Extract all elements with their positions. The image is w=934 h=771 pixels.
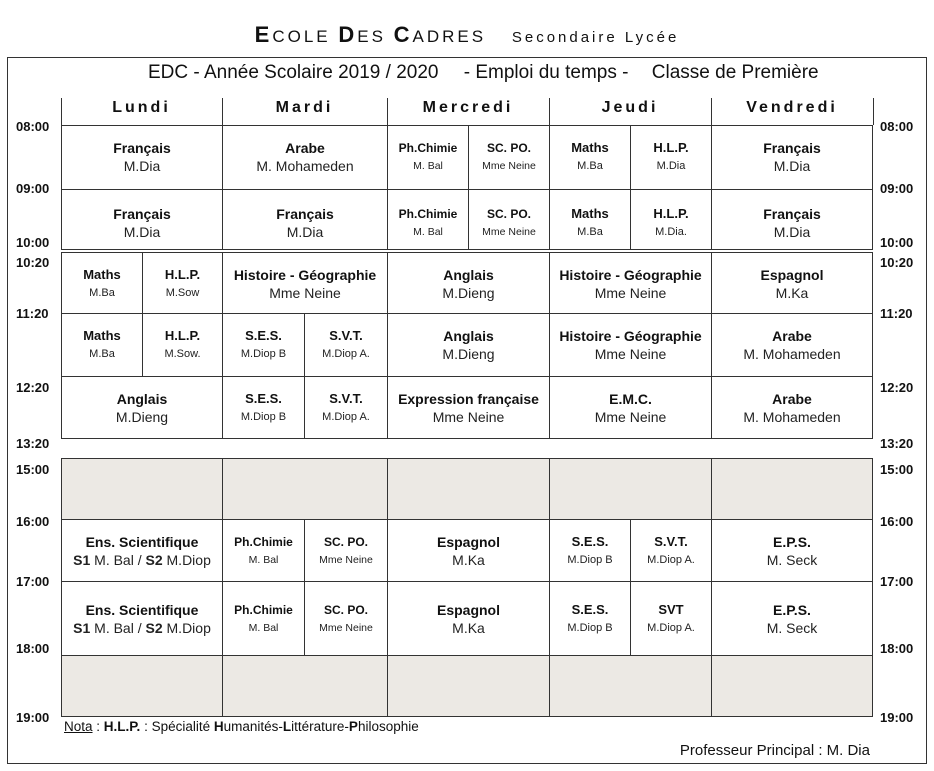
cell-subject: Arabe [772, 391, 812, 407]
time-label: 16:00 [880, 514, 914, 529]
time-label: 13:20 [16, 436, 50, 451]
schedule-cell [549, 313, 712, 377]
cell-teacher [62, 551, 222, 569]
cell-teacher: Mme Neine [319, 622, 373, 634]
time-label: 19:00 [16, 710, 50, 725]
cell-subject: SC. PO. [323, 535, 368, 549]
schedule-cell [61, 125, 223, 190]
cell-teacher: M.Ba [577, 226, 603, 238]
cell-teacher: M. Seck [766, 552, 818, 568]
schedule-cell [222, 581, 305, 656]
cell-teacher: M.Ba [577, 160, 603, 172]
schedule-cell [304, 376, 388, 439]
nota-part: ittérature- [291, 719, 349, 734]
cell-subject: Maths [83, 328, 121, 343]
cell-subject: Ens. Scientifique [85, 602, 199, 618]
cell-teacher: M. Seck [766, 620, 818, 636]
nota-letter: P [348, 719, 358, 734]
cell-teacher: M.Ba [89, 348, 115, 360]
cell-subject: Français [763, 140, 821, 156]
time-label: 17:00 [880, 574, 914, 589]
title-letter: E [254, 22, 273, 47]
cell-teacher: M.Dieng [442, 346, 495, 362]
cell-subject: S.E.S. [245, 391, 282, 406]
schedule-cell [142, 313, 223, 377]
nota-abbr: H.L.P. [103, 719, 141, 734]
cell-subject: H.L.P. [164, 267, 201, 282]
cell-subject: Histoire - Géographie [559, 328, 702, 344]
cell-teacher: M.Ka [452, 620, 485, 636]
cell-teacher: M. Bal [413, 226, 443, 238]
schedule-cell [549, 252, 712, 314]
cell-teacher: M. Mohameden [256, 158, 354, 174]
school-title [0, 22, 934, 48]
time-label: 08:00 [880, 119, 914, 134]
year-header [148, 62, 819, 84]
time-label: 16:00 [16, 514, 50, 529]
time-label: 10:00 [880, 235, 914, 250]
schedule-cell [549, 519, 631, 582]
schedule-cell [711, 581, 873, 656]
class-label: Classe de Première [651, 62, 819, 83]
time-label: 17:00 [16, 574, 50, 589]
cell-teacher: M.Dia [773, 158, 811, 174]
cell-subject: S.V.T. [329, 328, 363, 343]
cell-teacher: M.Dieng [442, 285, 495, 301]
time-label: 18:00 [16, 641, 50, 656]
empty-cell [711, 655, 873, 717]
cell-subject: SC. PO. [323, 603, 368, 617]
schedule-cell [222, 519, 305, 582]
schedule-cell [468, 189, 550, 250]
empty-cell [387, 458, 550, 520]
cell-subject: E.M.C. [609, 391, 652, 407]
time-label: 09:00 [16, 181, 50, 196]
teacher-part: M.Diop [162, 620, 211, 636]
header-divider [549, 98, 550, 125]
cell-teacher: Mme Neine [269, 285, 341, 301]
cell-subject: Français [763, 206, 821, 222]
cell-subject: S.E.S. [571, 602, 609, 617]
cell-teacher: Mme Neine [319, 554, 373, 566]
cell-subject: S.V.T. [329, 391, 363, 406]
empty-cell [222, 655, 388, 717]
day-header-friday: Vendredi [746, 99, 838, 116]
cell-teacher: M.Diop B [567, 554, 613, 566]
schedule-cell [630, 519, 712, 582]
cell-subject: Ph.Chimie [234, 603, 293, 617]
day-header-tuesday: Mardi [275, 99, 334, 116]
cell-teacher: M.Dia [123, 224, 161, 240]
schedule-cell [387, 376, 550, 439]
cell-teacher: M.Ba [89, 287, 115, 299]
schedule-cell [711, 252, 873, 314]
nota-letter: L [282, 719, 292, 734]
schedule-cell [387, 189, 469, 250]
nota-part: : Spécialité [140, 719, 214, 734]
schedule-cell [630, 125, 712, 190]
cell-teacher: M.Sow [165, 287, 200, 299]
schedule-cell [387, 581, 550, 656]
title-part: ES [357, 27, 394, 46]
title-part: COLE [272, 27, 339, 46]
schedule-cell [304, 519, 388, 582]
time-label: 10:20 [880, 255, 914, 270]
cell-teacher: Mme Neine [594, 285, 667, 301]
cell-subject: Histoire - Géographie [559, 267, 702, 283]
schedule-cell [387, 252, 550, 314]
schedule-cell [61, 313, 143, 377]
cell-subject: Ens. Scientifique [85, 534, 199, 550]
time-label: 12:20 [16, 380, 50, 395]
cell-subject: SVT [658, 602, 684, 617]
time-label: 11:20 [880, 306, 913, 321]
cell-teacher: M.Diop B [240, 411, 287, 423]
cell-teacher: M. Bal [248, 554, 279, 566]
schedule-cell [387, 313, 550, 377]
schedule-cell [630, 581, 712, 656]
cell-teacher: Mme Neine [432, 409, 505, 425]
cell-teacher: M.Ka [452, 552, 485, 568]
group-label: S2 [145, 552, 163, 568]
cell-subject: H.L.P. [653, 140, 689, 155]
cell-subject: Français [113, 140, 171, 156]
empty-cell [222, 458, 388, 520]
teacher-part: M.Diop [162, 552, 211, 568]
cell-teacher: M. Mohameden [743, 409, 841, 425]
nota-label: Nota [64, 719, 93, 734]
schedule-cell [222, 189, 388, 250]
nota-part: hilosophie [357, 719, 419, 734]
cell-subject: Histoire - Géographie [233, 267, 377, 283]
cell-teacher: M.Diop B [567, 622, 613, 634]
cell-teacher: M.Diop A. [647, 554, 695, 566]
schedule-cell [61, 581, 223, 656]
schedule-cell [711, 376, 873, 439]
teacher-part: M. Bal / [90, 620, 146, 636]
schedule-cell [630, 189, 712, 250]
cell-subject: Anglais [116, 391, 168, 407]
cell-teacher: M.Dia [286, 224, 324, 240]
empty-cell [387, 655, 550, 717]
schedule-cell [61, 376, 223, 439]
time-label: 18:00 [880, 641, 914, 656]
cell-teacher: M.Sow. [164, 348, 201, 360]
schedule-cell [468, 125, 550, 190]
time-label: 12:20 [880, 380, 914, 395]
cell-subject: Français [276, 206, 334, 222]
time-label: 15:00 [880, 462, 914, 477]
header-divider [222, 98, 223, 125]
time-label: 08:00 [16, 119, 50, 134]
schedule-cell [549, 125, 631, 190]
header-divider [61, 98, 62, 125]
title-letter: C [393, 22, 413, 47]
cell-teacher: M.Diop B [240, 348, 287, 360]
time-label: 11:20 [16, 306, 49, 321]
schedule-cell [142, 252, 223, 314]
schedule-cell [387, 519, 550, 582]
schedule-cell [304, 581, 388, 656]
cell-subject: Ph.Chimie [398, 141, 458, 155]
schedule-cell [61, 252, 143, 314]
cell-teacher: M. Mohameden [743, 346, 841, 362]
time-label: 15:00 [16, 462, 50, 477]
cell-subject: H.L.P. [164, 328, 201, 343]
schedule-cell [304, 313, 388, 377]
cell-subject: Anglais [443, 267, 494, 283]
schedule-cell [222, 376, 305, 439]
cell-subject: Maths [83, 267, 121, 282]
cell-subject: E.P.S. [773, 534, 811, 550]
group-label: S1 [73, 552, 91, 568]
time-label: 13:20 [880, 436, 914, 451]
cell-subject: SC. PO. [486, 207, 531, 221]
cell-teacher: M. Bal [248, 622, 279, 634]
cell-subject: Ph.Chimie [234, 535, 293, 549]
nota-letter: H [213, 719, 224, 734]
cell-teacher: M.Dieng [115, 409, 169, 425]
day-header-monday: Lundi [112, 99, 171, 116]
header-divider [711, 98, 712, 125]
cell-teacher: Mme Neine [594, 409, 667, 425]
time-label: 10:20 [16, 255, 50, 270]
cell-teacher: M.Dia [123, 158, 161, 174]
cell-teacher: M.Dia [656, 160, 686, 172]
cell-subject: Espagnol [760, 267, 824, 283]
schedule-cell [387, 125, 469, 190]
schedule-cell [711, 125, 873, 190]
time-label: 09:00 [880, 181, 914, 196]
cell-subject: Maths [571, 140, 609, 155]
cell-subject: Ph.Chimie [398, 207, 458, 221]
schedule-cell [222, 125, 388, 190]
empty-cell [61, 458, 223, 520]
cell-teacher: M.Diop A. [322, 411, 370, 423]
schedule-cell [711, 519, 873, 582]
group-label: S1 [73, 620, 91, 636]
cell-subject: Anglais [443, 328, 494, 344]
header-divider [387, 98, 388, 125]
cell-teacher: Mme Neine [482, 226, 536, 238]
empty-cell [549, 655, 712, 717]
nota-part: umanités- [223, 719, 283, 734]
school-subtitle: Secondaire Lycée [511, 29, 680, 46]
time-label: 10:00 [16, 235, 50, 250]
day-header-wednesday: Mercredi [422, 99, 514, 116]
cell-teacher: M.Diop A. [647, 622, 695, 634]
cell-subject: Espagnol [436, 534, 500, 550]
cell-subject: E.P.S. [773, 602, 811, 618]
time-label: 19:00 [880, 710, 914, 725]
schedule-cell [549, 581, 631, 656]
cell-subject: Arabe [285, 140, 325, 156]
cell-teacher: M.Ka [775, 285, 809, 301]
cell-subject: S.E.S. [571, 534, 609, 549]
day-header-thursday: Jeudi [601, 99, 659, 116]
cell-subject: Maths [571, 206, 609, 221]
nota-note [64, 719, 419, 734]
cell-teacher: M.Dia. [655, 226, 687, 238]
cell-teacher: M.Dia [773, 224, 811, 240]
schedule-cell [61, 189, 223, 250]
cell-subject: Français [113, 206, 171, 222]
cell-subject: Arabe [772, 328, 812, 344]
schedule-cell [711, 313, 873, 377]
cell-teacher: Mme Neine [482, 160, 536, 172]
cell-teacher: M.Diop A. [322, 348, 370, 360]
cell-teacher: Mme Neine [594, 346, 667, 362]
principal-teacher: Professeur Principal : M. Dia [679, 742, 870, 759]
schedule-cell [61, 519, 223, 582]
title-letter: D [338, 22, 358, 47]
cell-subject: H.L.P. [653, 206, 689, 221]
title-part: ADRES [412, 27, 487, 46]
cell-subject: S.V.T. [654, 534, 688, 549]
cell-subject: S.E.S. [245, 328, 282, 343]
schedule-label: - Emploi du temps - [463, 62, 629, 83]
cell-subject: Expression française [398, 391, 539, 407]
school-year: EDC - Année Scolaire 2019 / 2020 [148, 62, 439, 83]
empty-cell [549, 458, 712, 520]
schedule-cell [549, 189, 631, 250]
empty-cell [61, 655, 223, 717]
nota-part: : [92, 719, 104, 734]
empty-cell [711, 458, 873, 520]
schedule-cell [549, 376, 712, 439]
schedule-cell [711, 189, 873, 250]
schedule-cell [222, 313, 305, 377]
cell-subject: Espagnol [436, 602, 500, 618]
cell-subject: SC. PO. [486, 141, 531, 155]
teacher-part: M. Bal / [90, 552, 146, 568]
schedule-cell [222, 252, 388, 314]
cell-teacher [62, 619, 222, 637]
group-label: S2 [145, 620, 163, 636]
cell-teacher: M. Bal [413, 160, 443, 172]
header-divider [873, 98, 874, 125]
